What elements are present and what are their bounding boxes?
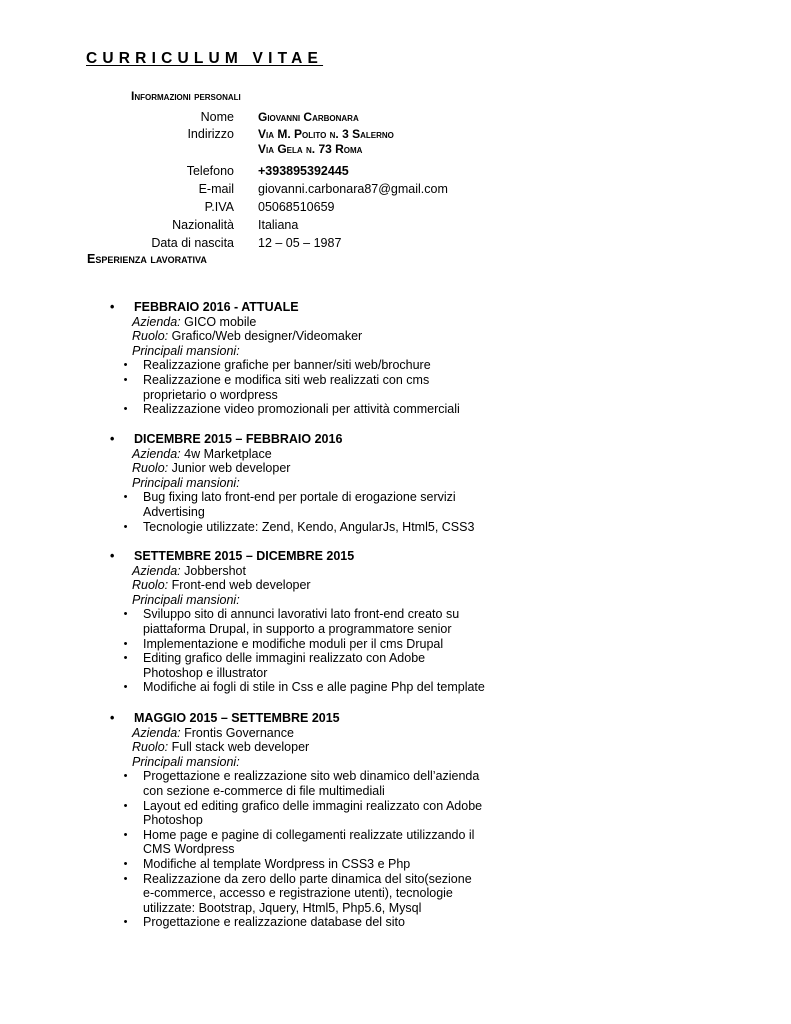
task-list (108, 358, 508, 416)
info-row-nationality (130, 216, 530, 234)
task-text: Realizzazione video promozionali per attività commerciali (143, 402, 460, 417)
task-item (108, 637, 508, 652)
company-line (108, 315, 508, 330)
role-line (108, 329, 508, 344)
info-label: Telefono (186, 164, 234, 178)
task-item (108, 857, 508, 872)
task-list (108, 490, 508, 534)
company-label: Azienda: (132, 563, 181, 578)
role-value: Full stack web developer (168, 740, 310, 755)
task-text: Implementazione e modifiche moduli per il cms Drupal (143, 636, 444, 651)
role-label: Ruolo: (132, 329, 169, 344)
bullet-icon: • (123, 608, 128, 621)
bullet-icon: • (123, 359, 128, 372)
task-text: Realizzazione e modifica siti web realizzati con cms proprietario o wordpress (143, 372, 430, 402)
bullet-icon: • (123, 799, 128, 812)
task-item (108, 915, 508, 930)
info-row-address-2 (130, 142, 530, 157)
task-item (108, 402, 508, 417)
personal-info-heading: Informazioni personali (131, 89, 241, 103)
company-line (108, 447, 508, 462)
info-label: P.IVA (204, 200, 234, 214)
task-text: Progettazione e realizzazione database del sito (143, 915, 405, 930)
experience-heading: Esperienza lavorativa (87, 252, 207, 266)
task-item (108, 680, 508, 695)
info-row-address (130, 127, 530, 142)
task-item (108, 828, 508, 857)
info-label: Data di nascita (151, 236, 234, 250)
experience-period (108, 300, 508, 315)
info-row-email (130, 180, 530, 198)
company-line (108, 564, 508, 579)
task-item (108, 490, 508, 519)
period-text: SETTEMBRE 2015 – DICEMBRE 2015 (134, 549, 355, 563)
phone-value: +393895392445 (258, 164, 349, 178)
role-label: Ruolo: (132, 740, 169, 755)
role-value: Junior web developer (168, 461, 291, 476)
experience-period (108, 432, 508, 447)
task-text: Progettazione e realizzazione sito web dinamico dell’azienda con sezione e-commerce di file multimediali (143, 769, 480, 798)
document-title: CURRICULUM VITAE (86, 50, 324, 67)
info-row-name (130, 108, 530, 126)
company-value: 4w Marketplace (180, 446, 272, 461)
duties-label: Principali mansioni: (132, 475, 240, 490)
role-value: Grafico/Web designer/Videomaker (168, 329, 363, 344)
task-item (108, 520, 508, 535)
duties-line (108, 593, 508, 608)
bullet-icon: • (123, 916, 128, 929)
company-label: Azienda: (132, 314, 181, 329)
duties-line (108, 755, 508, 770)
task-item (108, 651, 508, 680)
duties-line (108, 476, 508, 491)
experience-entry (108, 549, 508, 695)
info-row-birthdate (130, 234, 530, 252)
company-line (108, 726, 508, 741)
company-label: Azienda: (132, 725, 181, 740)
task-text: Bug fixing lato front-end per portale di erogazione servizi Advertising (143, 490, 456, 519)
company-value: GICO mobile (180, 314, 257, 329)
company-label: Azienda: (132, 446, 181, 461)
info-row-phone (130, 162, 530, 180)
bullet-icon: • (123, 828, 128, 841)
info-label: Nome (200, 110, 234, 124)
piva-value: 05068510659 (258, 200, 335, 214)
task-item (108, 358, 508, 373)
bullet-icon: • (123, 652, 128, 665)
role-label: Ruolo: (132, 578, 169, 593)
task-text: Editing grafico delle immagini realizzato con Adobe Photoshop e illustrator (143, 651, 426, 680)
bullet-icon: • (123, 491, 128, 504)
period-text: DICEMBRE 2015 – FEBBRAIO 2016 (134, 432, 343, 446)
bullet-icon: • (123, 373, 128, 386)
experience-entry (108, 300, 508, 417)
role-label: Ruolo: (132, 461, 169, 476)
bullet-icon: • (123, 857, 128, 870)
experience-entry (108, 711, 508, 930)
nationality-value: Italiana (258, 218, 299, 232)
task-list (108, 607, 508, 695)
task-text: Tecnologie utilizzate: Zend, Kendo, AngularJs, Html5, CSS3 (143, 519, 475, 534)
period-text: MAGGIO 2015 – SETTEMBRE 2015 (134, 711, 340, 725)
bullet-icon: • (110, 549, 115, 563)
bullet-icon: • (123, 770, 128, 783)
task-item (108, 373, 508, 402)
role-line (108, 461, 508, 476)
task-text: Modifiche al template Wordpress in CSS3 e Php (143, 856, 411, 871)
task-text: Home page e pagine di collegamenti realizzate utilizzando il CMS Wordpress (143, 827, 475, 857)
info-label: E-mail (198, 182, 234, 196)
experience-entry (108, 432, 508, 534)
period-text: FEBBRAIO 2016 - ATTUALE (134, 300, 299, 314)
role-value: Front-end web developer (168, 578, 311, 593)
role-line (108, 740, 508, 755)
bullet-icon: • (123, 520, 128, 533)
name-value: Giovanni Carbonara (258, 110, 359, 124)
info-label: Indirizzo (187, 127, 234, 141)
duties-label: Principali mansioni: (132, 754, 240, 769)
personal-info-table (130, 108, 530, 252)
bullet-icon: • (110, 432, 115, 446)
task-text: Layout ed editing grafico delle immagini realizzato con Adobe Photoshop (143, 798, 483, 828)
info-label: Nazionalità (172, 218, 234, 232)
address-value-2: Via Gela n. 73 Roma (258, 142, 363, 156)
bullet-icon: • (110, 300, 115, 314)
task-item (108, 607, 508, 636)
bullet-icon: • (123, 872, 128, 885)
bullet-icon: • (110, 711, 115, 725)
task-item (108, 799, 508, 828)
bullet-icon: • (123, 681, 128, 694)
bullet-icon: • (123, 403, 128, 416)
experience-period (108, 549, 508, 564)
task-text: Realizzazione grafiche per banner/siti web/brochure (143, 358, 431, 373)
task-item (108, 769, 508, 798)
duties-label: Principali mansioni: (132, 343, 240, 358)
task-list (108, 769, 508, 930)
company-value: Jobbershot (180, 563, 246, 578)
role-line (108, 578, 508, 593)
birthdate-value: 12 – 05 – 1987 (258, 236, 342, 250)
task-text: Realizzazione da zero dello parte dinamica del sito(sezione e-commerce, accesso e registrazione utenti), tecnologie utilizzate: Bootstrap, Jquery, Html5, Php5.6, Mysql (143, 871, 472, 915)
task-item (108, 872, 508, 916)
email-value: giovanni.carbonara87@gmail.com (258, 182, 448, 196)
task-text: Modifiche ai fogli di stile in Css e alle pagine Php del template (143, 680, 485, 695)
bullet-icon: • (123, 637, 128, 650)
info-label (130, 142, 258, 157)
task-text: Sviluppo sito di annunci lavorativi lato front-end creato su piattaforma Drupal, in supporto a programmatore senior (143, 607, 460, 636)
duties-label: Principali mansioni: (132, 592, 240, 607)
info-row-piva (130, 198, 530, 216)
experience-period (108, 711, 508, 726)
address-value-1: Via M. Polito n. 3 Salerno (258, 127, 394, 141)
duties-line (108, 344, 508, 359)
company-value: Frontis Governance (180, 725, 294, 740)
